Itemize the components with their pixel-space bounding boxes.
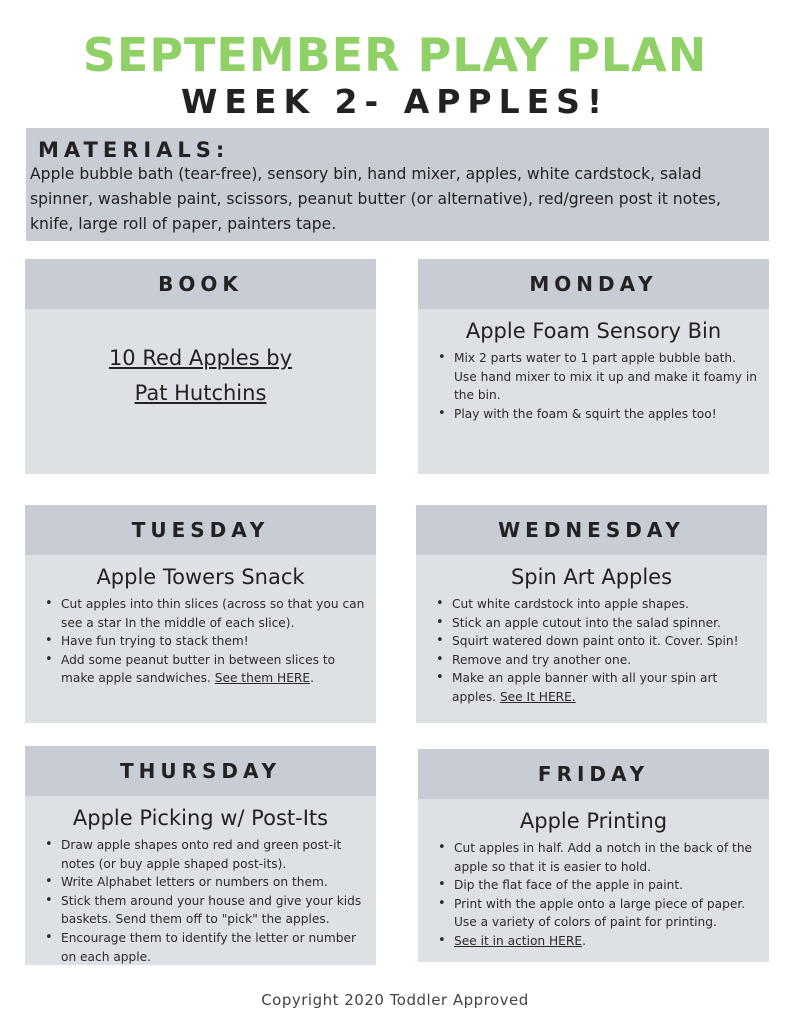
wednesday-heading: WEDNESDAY (416, 505, 767, 555)
list-item: • Cut apples into thin slices (across so that you can see a star In the middle of each slice). (45, 595, 366, 632)
copyright: Copyright 2020 Toddler Approved (261, 991, 529, 1009)
friday-heading: FRIDAY (418, 749, 769, 799)
tuesday-title: Apple Towers Snack (96, 565, 305, 589)
list-item: • Mix 2 parts water to 1 part apple bubble bath. Use hand mixer to mix it up and make it foamy in the bin. (438, 349, 759, 405)
list-item (438, 932, 759, 951)
thursday-heading: THURSDAY (25, 746, 376, 796)
monday-card (418, 259, 769, 474)
thursday-card (25, 746, 376, 965)
see-it-here-link[interactable]: See It HERE. (499, 689, 576, 704)
tuesday-heading: TUESDAY (25, 505, 376, 555)
friday-title: Apple Printing (519, 809, 668, 833)
list-item: • Remove and try another one. (436, 651, 757, 670)
materials-label: MATERIALS: (38, 138, 230, 162)
list-item: • Print with the apple onto a large piece of paper. Use a variety of colors of paint for printing. (438, 895, 759, 932)
thursday-title: Apple Picking w/ Post-Its (72, 806, 329, 830)
page-subtitle: WEEK 2- APPLES! (181, 82, 609, 121)
list-item: • Cut apples in half. Add a notch in the back of the apple so that it is easier to hold. (438, 839, 759, 876)
list-item: • Stick them around your house and give your kids baskets. Send them off to "pick" the apples. (45, 892, 366, 929)
tuesday-card (25, 505, 376, 723)
list-item: • Encourage them to identify the letter or number on each apple. (45, 929, 366, 966)
see-it-in-action-link[interactable]: See it in action HERE (454, 933, 583, 948)
tuesday-list (25, 595, 376, 688)
list-item: • Play with the foam & squirt the apples too! (438, 405, 759, 424)
page-title: SEPTEMBER PLAY PLAN (82, 28, 708, 82)
monday-list (418, 349, 769, 423)
link-suffix: . (310, 671, 314, 686)
list-item-text: Add some peanut butter in between slices to make apple sandwiches. (61, 652, 336, 686)
materials-text: Apple bubble bath (tear-free), sensory bin, hand mixer, apples, white cardstock, salad spinner, washable paint, scissors, peanut butter (or alternative), red/green post it notes, knife, large roll of paper, painters tape. (30, 165, 722, 233)
list-item: • Stick an apple cutout into the salad spinner. (436, 614, 757, 633)
list-item-text: Make an apple banner with all your spin art apples. (452, 671, 718, 704)
list-item: • Draw apple shapes onto red and green post-it notes (or buy apple shaped post-its). (45, 836, 366, 873)
link-suffix: . (582, 933, 586, 948)
book-heading: BOOK (25, 259, 376, 309)
list-item: • Have fun trying to stack them! (45, 632, 366, 651)
monday-title: Apple Foam Sensory Bin (465, 319, 722, 343)
list-item: • Dip the flat face of the apple in paint. (438, 876, 759, 895)
wednesday-list (416, 595, 767, 707)
thursday-list (25, 836, 376, 966)
book-title-line2[interactable]: Pat Hutchins (134, 381, 267, 405)
book-title-line1[interactable]: 10 Red Apples by (108, 346, 293, 370)
friday-card (418, 749, 769, 962)
list-item (45, 651, 366, 688)
list-item (436, 669, 757, 706)
book-title-link[interactable] (25, 341, 376, 411)
wednesday-card (416, 505, 767, 723)
book-card (25, 259, 376, 474)
monday-heading: MONDAY (418, 259, 769, 309)
see-them-here-link[interactable]: See them HERE (214, 671, 311, 686)
materials-box (26, 128, 769, 241)
wednesday-title: Spin Art Apples (510, 565, 673, 589)
list-item: • Write Alphabet letters or numbers on them. (45, 873, 366, 892)
list-item: • Cut white cardstock into apple shapes. (436, 595, 757, 614)
list-item: • Squirt watered down paint onto it. Cover. Spin! (436, 632, 757, 651)
friday-list (418, 839, 769, 951)
